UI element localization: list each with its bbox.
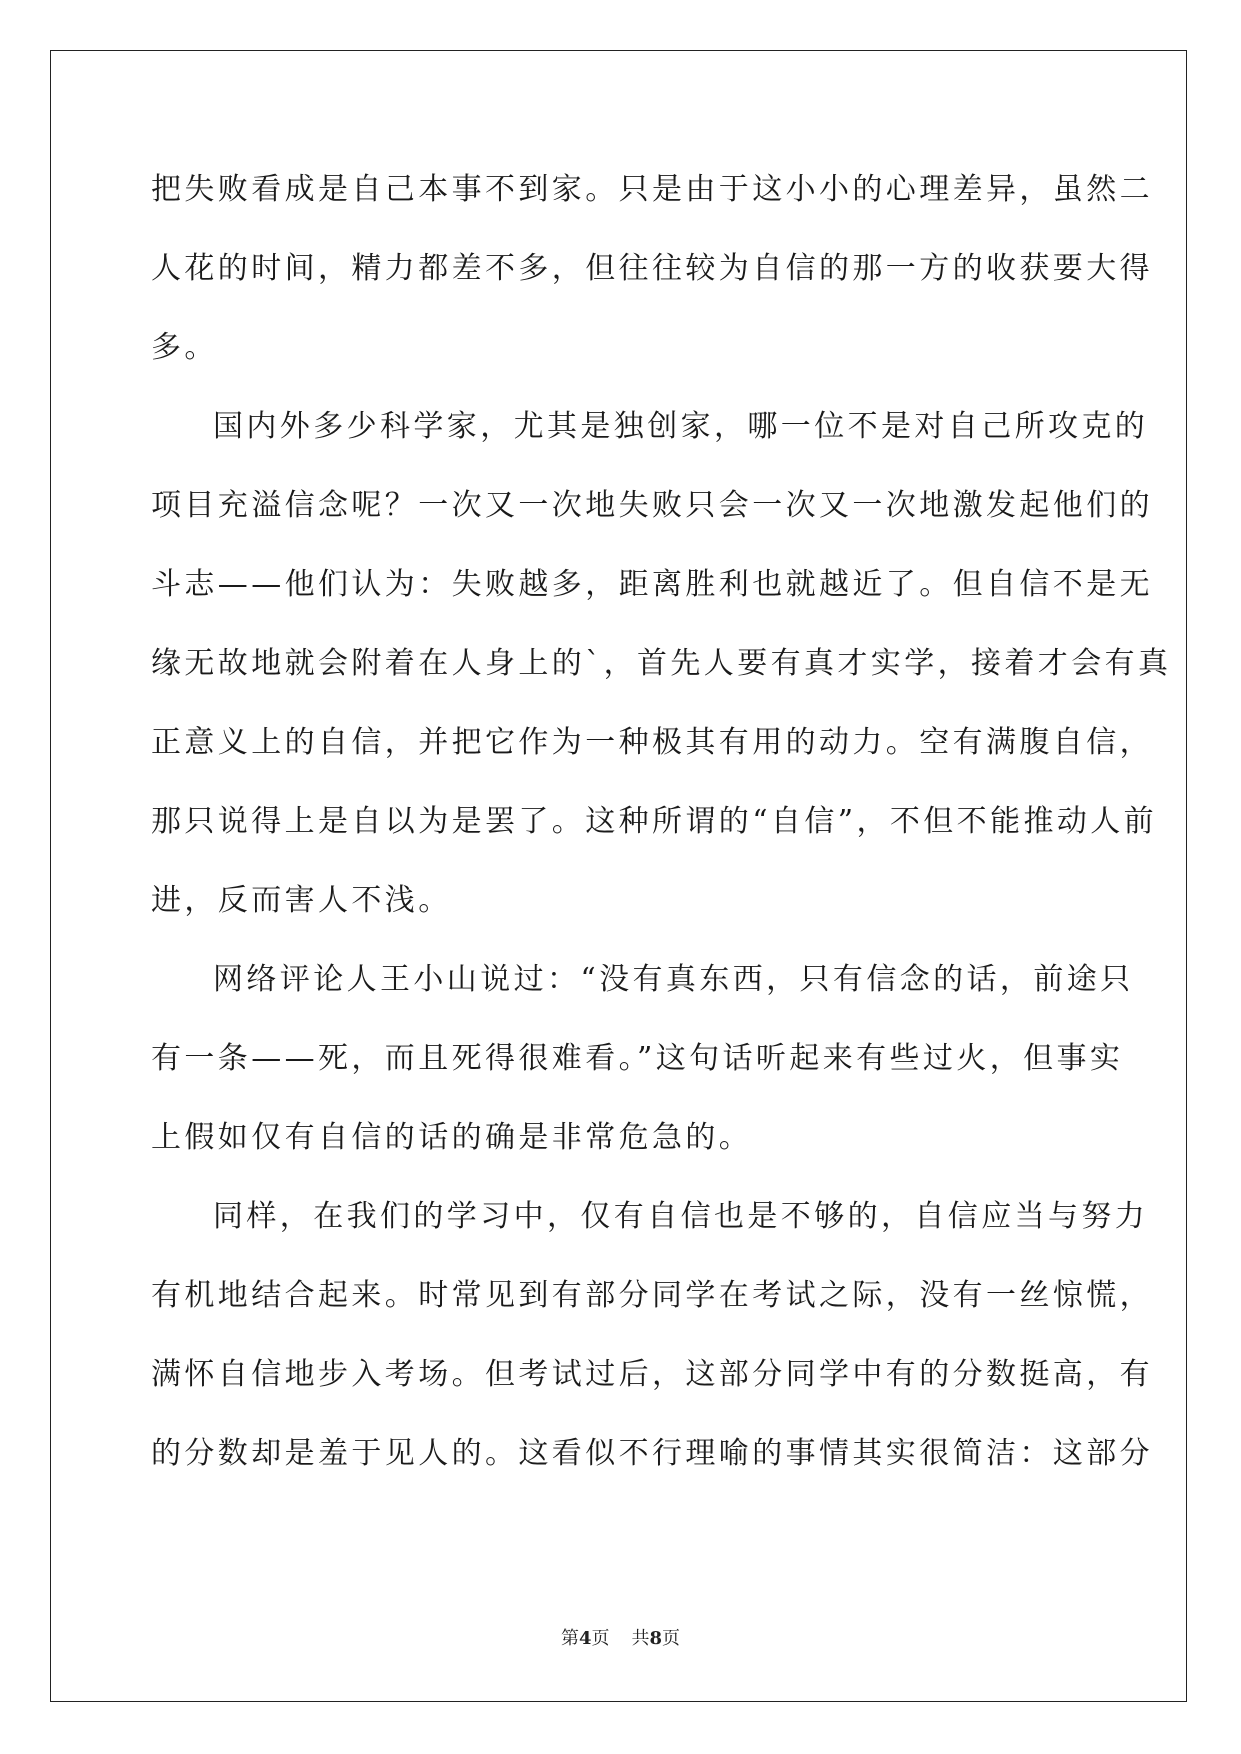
paragraph [151, 1177, 1153, 1493]
text-line: 进，反而害人不浅。 [151, 883, 452, 918]
text-line: 国内外多少科学家，尤其是独创家，哪一位不是对自己所攻克的 [213, 409, 1149, 444]
text-line: 网络评论人王小山说过：“没有真东西，只有信念的话，前途只 [213, 962, 1134, 997]
page-prefix: 第 [560, 1628, 579, 1649]
paragraph [151, 387, 1172, 940]
text-line: 正意义上的自信，并把它作为一种极其有用的动力。空有满腹自信， [151, 725, 1153, 760]
text-line: 项目充溢信念呢？一次又一次地失败只会一次又一次地激发起他们的 [151, 488, 1153, 523]
text-line: 的分数却是羞于见人的。这看似不行理喻的事情其实很简洁：这部分 [151, 1436, 1153, 1471]
text-line: 同样，在我们的学习中，仅有自信也是不够的，自信应当与努力 [213, 1199, 1149, 1234]
paragraph [151, 940, 1134, 1177]
text-line: 多。 [151, 330, 218, 365]
paragraph [151, 150, 1153, 387]
document-body [151, 150, 1172, 1493]
total-page-count: 8 [649, 1628, 663, 1649]
page-footer [0, 1624, 1241, 1650]
text-line: 有一条——死，而且死得很难看。”这句话听起来有些过火，但事实 [151, 1041, 1124, 1076]
text-line: 满怀自信地步入考场。但考试过后，这部分同学中有的分数挺高，有 [151, 1357, 1153, 1392]
text-line: 人花的时间，精力都差不多，但往往较为自信的那一方的收获要大得 [151, 251, 1153, 286]
text-line: 那只说得上是自以为是罢了。这种所谓的“自信”，不但不能推动人前 [151, 804, 1158, 839]
total-prefix: 共 [631, 1628, 650, 1649]
page-suffix: 页 [591, 1628, 610, 1649]
text-line: 斗志——他们认为：失败越多，距离胜利也就越近了。但自信不是无 [151, 567, 1153, 602]
text-line: 上假如仅有自信的话的确是非常危急的。 [151, 1120, 753, 1155]
text-line: 把失败看成是自己本事不到家。只是由于这小小的心理差异，虽然二 [151, 172, 1153, 207]
text-line: 有机地结合起来。时常见到有部分同学在考试之际，没有一丝惊慌， [151, 1278, 1153, 1313]
current-page-number: 4 [578, 1628, 592, 1649]
text-line: 缘无故地就会附着在人身上的`，首先人要有真才实学，接着才会有真 [151, 646, 1172, 681]
total-suffix: 页 [662, 1628, 681, 1649]
